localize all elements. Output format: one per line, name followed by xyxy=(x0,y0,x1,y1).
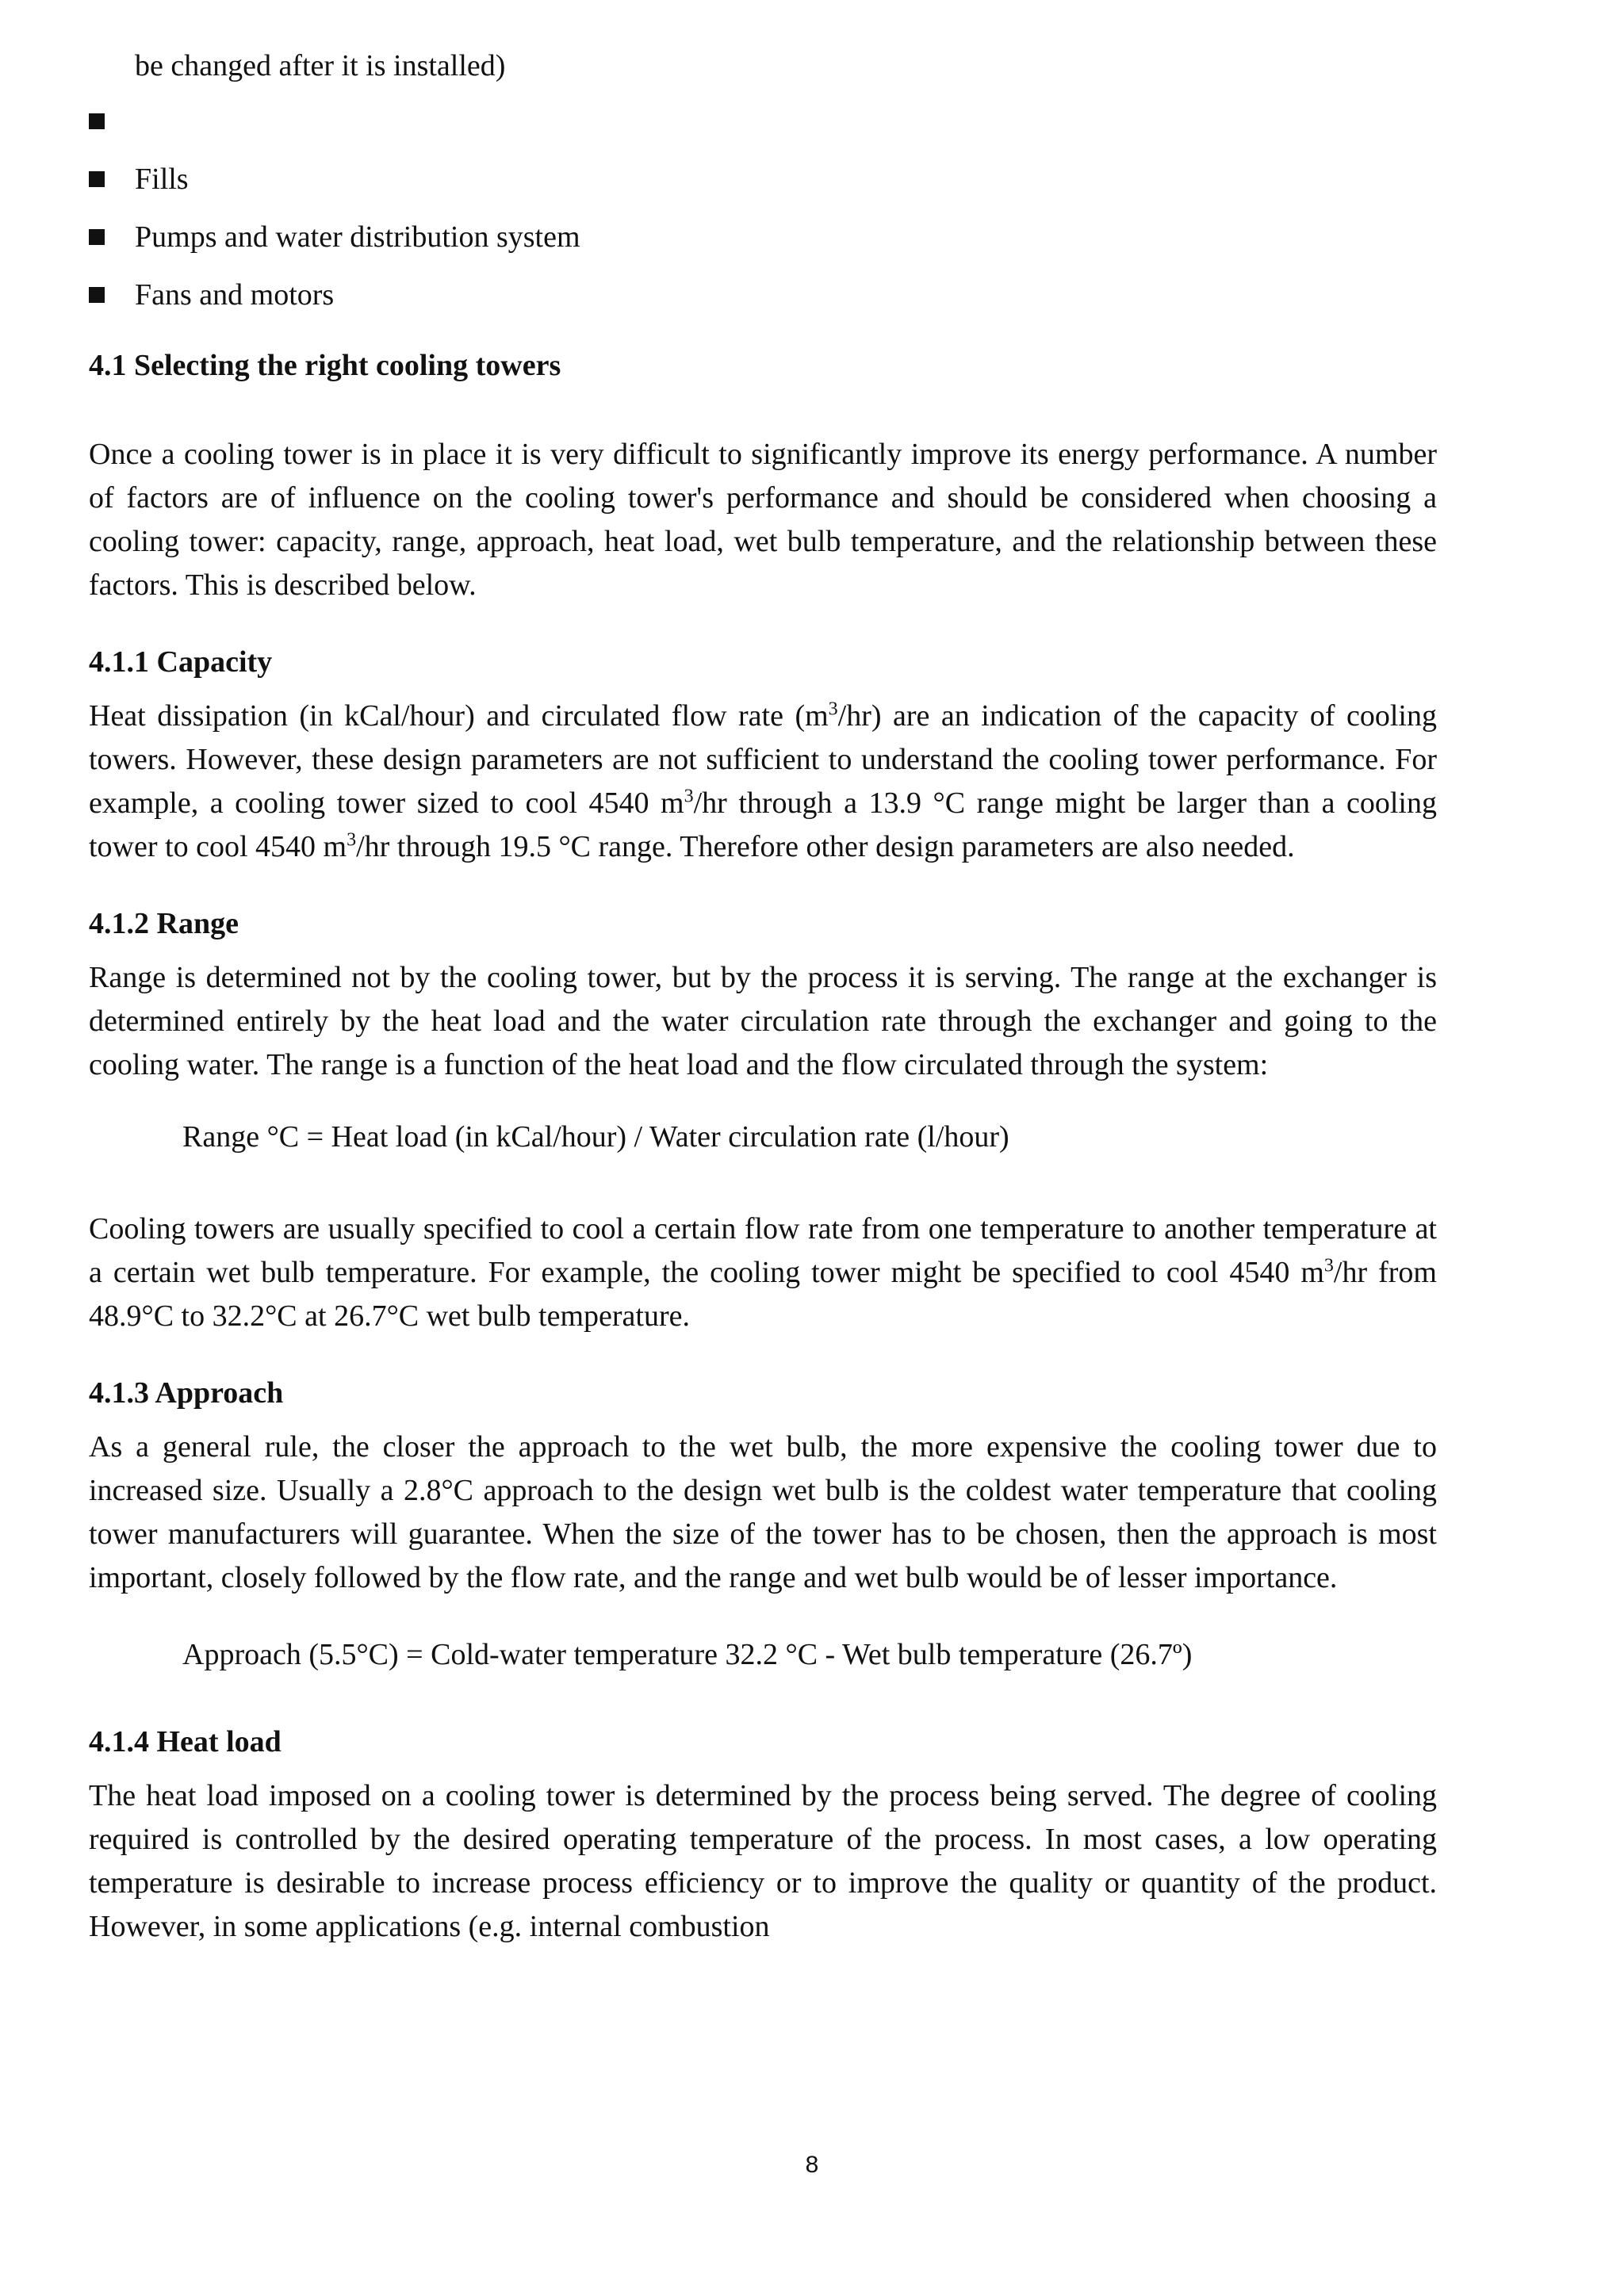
list-item-text: Fans and motors xyxy=(135,277,335,312)
heat-load-paragraph: The heat load imposed on a cooling tower is determined by the process being served. The degree of cooling required is controlled by the desired operating temperature of the process. In most cases, a low operating temperature is desirable to increase process efficiency or to improve the quality or quantity of the product. However, in some applications (e.g. internal combustion xyxy=(89,1779,1437,1943)
list-item xyxy=(89,208,1437,266)
component-list xyxy=(89,92,1437,323)
continuation-text: be changed after it is installed) xyxy=(135,49,506,82)
section-intro-paragraph: Once a cooling tower is in place it is very difficult to significantly improve its energy performance. A number of factors are of influence on the cooling tower's performance and should be considered when choosing a cooling tower: capacity, range, approach, heat load, wet bulb temperature, and the relationship between these factors. This is described below. xyxy=(89,438,1437,602)
approach-paragraph: As a general rule, the closer the approach to the wet bulb, the more expensive the cooling tower due to increased size. Usually a 2.8°C approach to the design wet bulb is the coldest water temperature that cooling tower manufacturers will guarantee. When the size of the tower has to be chosen, then the approach is most important, closely followed by the flow rate, and the range and wet bulb would be of lesser importance. xyxy=(89,1430,1437,1594)
square-bullet-icon xyxy=(89,287,105,303)
document-page xyxy=(89,44,1437,1949)
list-item xyxy=(89,266,1437,323)
section-heading: 4.1 Selecting the right cooling towers xyxy=(89,349,561,382)
range-equation: Range °C = Heat load (in kCal/hour) / Water circulation rate (l/hour) xyxy=(182,1120,1009,1154)
range-example-paragraph: Cooling towers are usually specified to cool a certain flow rate from one temperature to another temperature at a certain wet bulb temperature. For example, the cooling tower might be specified to cool 4540 $m^3/hr$ from 48.9°C to 32.2°C at 26.7°C wet bulb temperature. xyxy=(89,1212,1437,1333)
page-number: 8 xyxy=(805,2152,819,2178)
square-bullet-icon xyxy=(89,171,105,187)
list-item-text: Fills xyxy=(135,162,189,196)
list-item xyxy=(89,150,1437,208)
approach-equation: Approach (5.5°C) = Cold-water temperature 32.2 °C - Wet bulb temperature (26.7º) xyxy=(182,1638,1193,1671)
heat-load-heading: 4.1.4 Heat load xyxy=(89,1725,282,1758)
range-heading: 4.1.2 Range xyxy=(89,907,239,940)
square-bullet-icon xyxy=(89,113,105,129)
range-paragraph: Range is determined not by the cooling tower, but by the process it is serving. The range at the exchanger is determined entirely by the heat load and the water circulation rate through the exchanger and going to the cooling water. The range is a function of the heat load and the flow circulated through the system: xyxy=(89,961,1437,1081)
capacity-heading: 4.1.1 Capacity xyxy=(89,645,273,679)
approach-heading: 4.1.3 Approach xyxy=(89,1376,284,1410)
list-item-text: Pumps and water distribution system xyxy=(135,220,580,254)
capacity-paragraph: Heat dissipation (in kCal/hour) and circulated flow rate $(m^3/hr)$ are an indication of the capacity of cooling towers. However, these design parameters are not sufficient to understand the cooling tower performance. For example, a cooling tower sized to cool 4540 $m^3/hr$ through a 13.9 °C range might be larger than a cooling tower to cool 4540 $m^3/hr$ through 19.5 °C range. Therefore other design parameters are also needed. xyxy=(89,698,1437,863)
list-item xyxy=(89,92,1437,150)
square-bullet-icon xyxy=(89,229,105,245)
